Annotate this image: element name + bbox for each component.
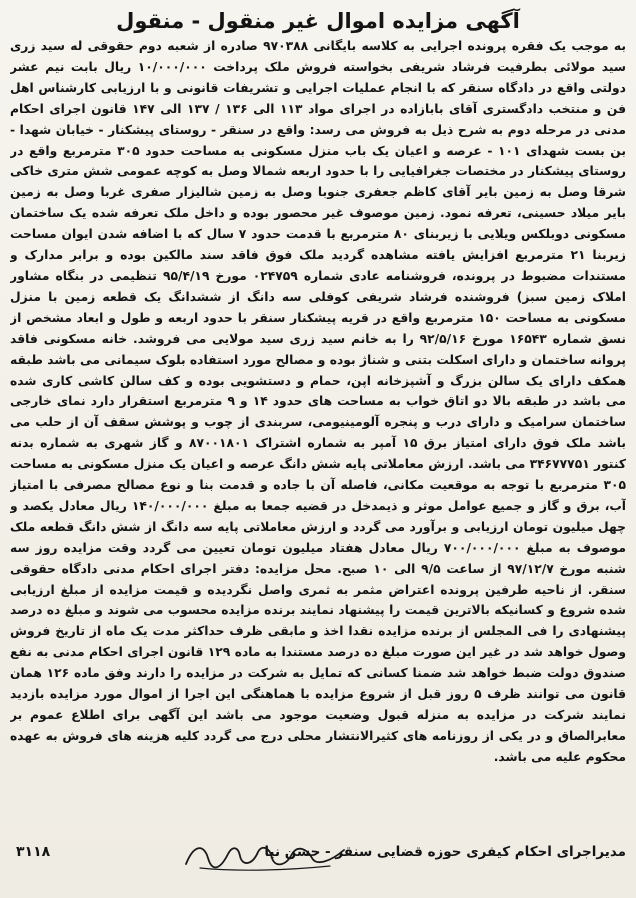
handwritten-signature xyxy=(180,836,350,876)
notice-body-paragraph: به موجب یک فقره پرونده اجرایی به کلاسه بایگانی ۹۷۰۳۸۸ صادره از شعبه دوم حقوقی له سید زری سید مولائی بطرفیت فرشاد شریفی بخواسته فروش ملک پرداخت ۱۰/۰۰۰/۰۰۰ ریال بابت نیم عشر دولتی واقع در دادگاه سنقر که با انجام عملیات اجرایی و تشریفات قانونی و با ارزیابی کارشناس اهل فن و منتخب دادگستری آقای بابازاده در اجرای مواد ۱۱۳ الی ۱۳۶ / ۱۳۷ الی ۱۴۷ قانون اجرای احکام مدنی در مرحله دوم به شرح ذیل به فروش می رسد: واقع در سنقر - روستای پیشکنار - خیابان شهدا - بن بست شهدای ۱۰۱ - عرصه و اعیان یک باب منزل مسکونی به مساحت حدود ۳۰۵ مترمربع واقع در روستای پیشکنار در مختصات جغرافیایی را با حدود اربعه شمالا وصل به کوچه عمومی شش متری خاکی شرقا وصل به زمین بایر آقای کاظم جعفری جنوبا وصل به زمین شالیزار صفری غربا وصل به زمین بایر میلاد حسینی، تعرفه نمود. زمین موصوف غیر محصور بوده و داخل ملک تعرفه شده یک ساختمان مسکونی دوبلکس ویلایی با زیربنای ۸۰ مترمربع با قدمت حدود ۷ سال که با اضافه شدن ایوان مساحت زیربنا ۲۱ مترمربع افزایش یافته مشاهده گردید ملک فوق فاقد سند مالکین بوده و برابر مدارک و مستندات مضبوط در پرونده، فروشنامه عادی شماره ۰۲۴۷۵۹ مورخ ۹۵/۴/۱۹ تنظیمی در بنگاه مشاور املاک زمین سبز) فروشنده فرشاد شریفی کوفلی سه دانگ از ششدانگ یک قطعه زمین با منزل مسکونی به مساحت ۱۵۰ مترمربع واقع در قریه پیشکنار سنقر با حدود اربعه و طول و ابعاد مشخص از نسق شماره ۱۶۵۴۳ مورخ ۹۲/۵/۱۶ را به خانم سید زری سید مولایی می فروشد. خانه مسکونی فاقد پروانه ساختمان و دارای اسکلت بتنی و شناژ بوده و مصالح مورد استفاده بلوک سیمانی می باشد طبقه همکف دارای یک سالن بزرگ و آشپزخانه اپن، حمام و دستشویی بوده و کف سالن کاشی کاری شده می باشد در طبقه بالا دو اتاق خواب به مساحت های حدود ۱۴ و ۹ مترمربع استقرار دارد نمای خارجی ساختمان سرامیک و دارای درب و پنجره آلومینیومی، سربندی از چوب و پوشش سقف آن از حلب می باشد ملک فوق دارای امتیاز برق ۱۵ آمپر به شماره اشتراک ۸۷۰۰۱۸۰۱ و گاز شهری به شماره بدنه کنتور ۳۴۶۷۷۷۵۱ می باشد. ارزش معاملاتی پایه شش دانگ عرصه و اعیان یک منزل مسکونی به مساحت ۳۰۵ مترمربع با توجه به موقعیت مکانی، فاصله آن با جاده و قدمت بنا و نوع مصالح مصرفی با امتیاز آب، برق و گاز و جمیع عوامل موثر و ذیمدخل در قضیه جمعا به مبلغ ۱۴۰/۰۰۰/۰۰۰ ریال معادل یکصد و چهل میلیون تومان ارزیابی و برآورد می گردد و ارزش معاملاتی پایه سه دانگ از شش دانگ قطعه ملک موصوف به مبلغ ۷۰۰/۰۰۰/۰۰۰ ریال معادل هفتاد میلیون تومان تعیین می گردد وقت مزایده روز سه شنبه مورخ ۹۷/۱۲/۷ از ساعت ۹/۵ الی ۱۰ صبح. محل مزایده: دفتر اجرای احکام مدنی دادگاه حقوقی سنقر. از ناحیه طرفین پرونده اعتراض مثمر به ثمری واصل نگردیده و قیمت مزایده از مبلغ ارزیابی شده شروع و کسانیکه بالاترین قیمت را پیشنهاد نمایند برنده مزایده محسوب می شوند و مبلغ ده درصد پیشنهادی را فی المجلس از برنده مزایده نقدا اخذ و مابقی ظرف حداکثر مدت یک ماه از تاریخ فروش وصول خواهد شد در غیر این صورت مبلغ ده درصد مستندا به ماده ۱۲۹ قانون اجرای احکام مدنی به نفع صندوق دولت ضبط خواهد شد ضمنا کسانی که تمایل به شرکت در مزایده را دارند وفق ماده ۱۲۶ همان قانون می توانند ظرف ۵ روز قبل از شروع مزایده با هماهنگی این اجرا از اموال مورد مزایده بازدید نمایند شرکت در مزایده به منزله قبول وضعیت موجود می باشد این آگهی برای اطلاع عموم بر معابرالصاق و در یکی از روزنامه های کثیرالانتشار محلی درج می گردد کلیه هزینه های فروش به عهده محکوم علیه می باشد. xyxy=(10,39,626,764)
signer-line: مدیراجرای احکام کیفری حوزه قضایی سنقر - حسن نیا xyxy=(264,844,626,860)
notice-footer xyxy=(10,836,626,876)
notice-title: آگهی مزایده اموال غیر منقول - منقول xyxy=(116,9,520,33)
notice-body xyxy=(10,36,626,830)
notice-code: ۳۱۱۸ xyxy=(16,844,51,860)
